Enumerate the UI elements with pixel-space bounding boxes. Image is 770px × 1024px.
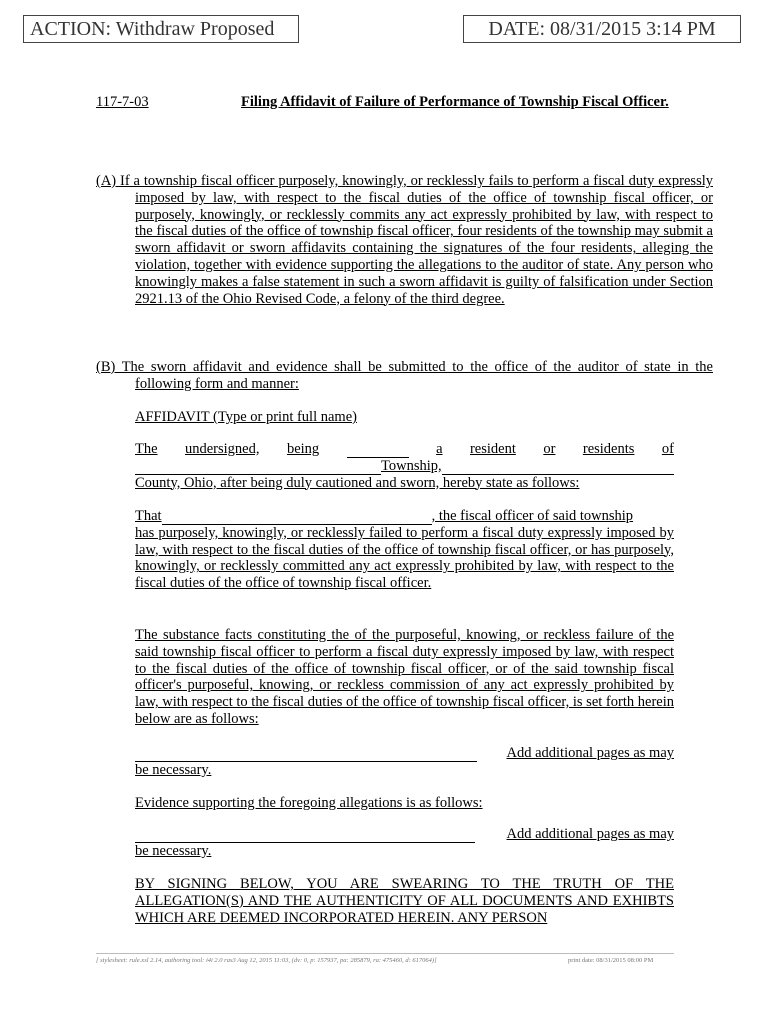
- footer-divider: [96, 953, 674, 954]
- affidavit-heading: AFFIDAVIT (Type or print full name): [135, 409, 357, 425]
- rule-number: 117-7-03: [96, 94, 149, 110]
- word-a: a: [436, 441, 443, 457]
- word-undersigned: undersigned,: [185, 441, 260, 457]
- blank-township: [135, 458, 381, 475]
- that-line: [135, 508, 674, 525]
- word-the: The: [135, 441, 158, 457]
- substance-paragraph: The substance facts constituting the of the purposeful, knowing, or reckless failure of the said township fiscal officer to perform a fiscal duty expressly imposed by law, with respect to the fiscal duties of the office of township fiscal officer, or of the said township fiscal officer's purposeful, knowing, or reckless commission of any act expressly prohibited by law, with respect to the fiscal duties of the office of township fiscal officer, is set forth herein below are as follows:: [135, 627, 674, 727]
- blank-facts: [135, 745, 477, 762]
- that-paragraph: [135, 508, 674, 592]
- that-rest: , the fiscal officer of said township: [431, 508, 634, 524]
- be-necessary-1: be necessary.: [135, 761, 212, 778]
- word-residents: residents: [582, 441, 635, 457]
- that-word: That: [135, 508, 162, 524]
- township-line: [135, 458, 674, 475]
- facts-entry: [135, 745, 674, 779]
- affidavit-line1: [135, 441, 674, 491]
- blank-officer-name: [162, 508, 432, 525]
- affidavit-line1-row: [135, 441, 674, 458]
- county-line: County, Ohio, after being duly cautioned and sworn, hereby state as follows:: [135, 474, 580, 491]
- add-pages-2: Add additional pages as may: [506, 826, 674, 842]
- rule-title-text: Filing Affidavit of Failure of Performance of Township Fiscal Officer: [241, 94, 666, 110]
- that-body: has purposely, knowingly, or recklessly failed to perform a fiscal duty expressly imposed by law, with respect to the fiscal duties of the office of township fiscal officer, or has purposely, knowingly, or recklessly committed any act expressly prohibited by law, with respect to the fiscal duties of the office of township fiscal officer.: [135, 524, 674, 592]
- rule-title: Filing Affidavit of Failure of Performance of Township Fiscal Officer.: [241, 94, 669, 110]
- section-b: (B) The sworn affidavit and evidence shall be submitted to the office of the auditor of state in the following form and manner:: [96, 359, 713, 392]
- facts-line: [135, 745, 674, 762]
- blank-evidence: [135, 826, 475, 843]
- swearing-paragraph: BY SIGNING BELOW, YOU ARE SWEARING TO THE TRUTH OF THE ALLEGATION(S) AND THE AUTHENTICITY OF ALL DOCUMENTS AND EXHIBTS WHICH ARE DEEMED INCORPORATED HEREIN. ANY PERSON: [135, 876, 674, 926]
- word-resident: resident: [469, 441, 516, 457]
- add-pages-1: Add additional pages as may: [506, 745, 674, 761]
- evidence-line: [135, 826, 674, 843]
- township-label: Township,: [381, 457, 442, 474]
- footer-print-date: print date: 08/31/2015 08:00 PM: [568, 957, 654, 964]
- blank-name: [347, 441, 409, 458]
- word-or: or: [543, 441, 556, 457]
- section-a: (A) If a township fiscal officer purposely, knowingly, or recklessly fails to perform a fiscal duty expressly imposed by law, with respect to the fiscal duties of the office of township fiscal officer, or purposely, knowingly, or recklessly commits any act expressly prohibited by law, with respect to the fiscal duties of the office of township fiscal officer, four residents of the township may submit a sworn affidavit or sworn affidavits containing the signatures of the four residents, alleging the violation, together with evidence supporting the allegations to the auditor of state. Any person who knowingly makes a false statement in such a sworn affidavit is guilty of falsification under Section 2921.13 of the Ohio Revised Code, a felony of the third degree.: [96, 173, 713, 307]
- footer-stylesheet-info: [ stylesheet: rule.xsl 2.14, authoring tool: i4i 2.0 ras3 Aug 12, 2015 11:03, (dv: 0, p: 157937, pa: 285879, ra: 475460, d: 617064)]: [96, 957, 437, 964]
- evidence-heading: Evidence supporting the foregoing allegations is as follows:: [135, 795, 483, 811]
- action-label: ACTION: Withdraw Proposed: [23, 15, 299, 43]
- be-necessary-2: be necessary.: [135, 842, 212, 859]
- date-label: DATE: 08/31/2015 3:14 PM: [463, 15, 741, 43]
- evidence-entry: [135, 826, 674, 860]
- word-of: of: [661, 441, 674, 457]
- word-being: being: [286, 441, 320, 457]
- blank-county: [442, 458, 674, 475]
